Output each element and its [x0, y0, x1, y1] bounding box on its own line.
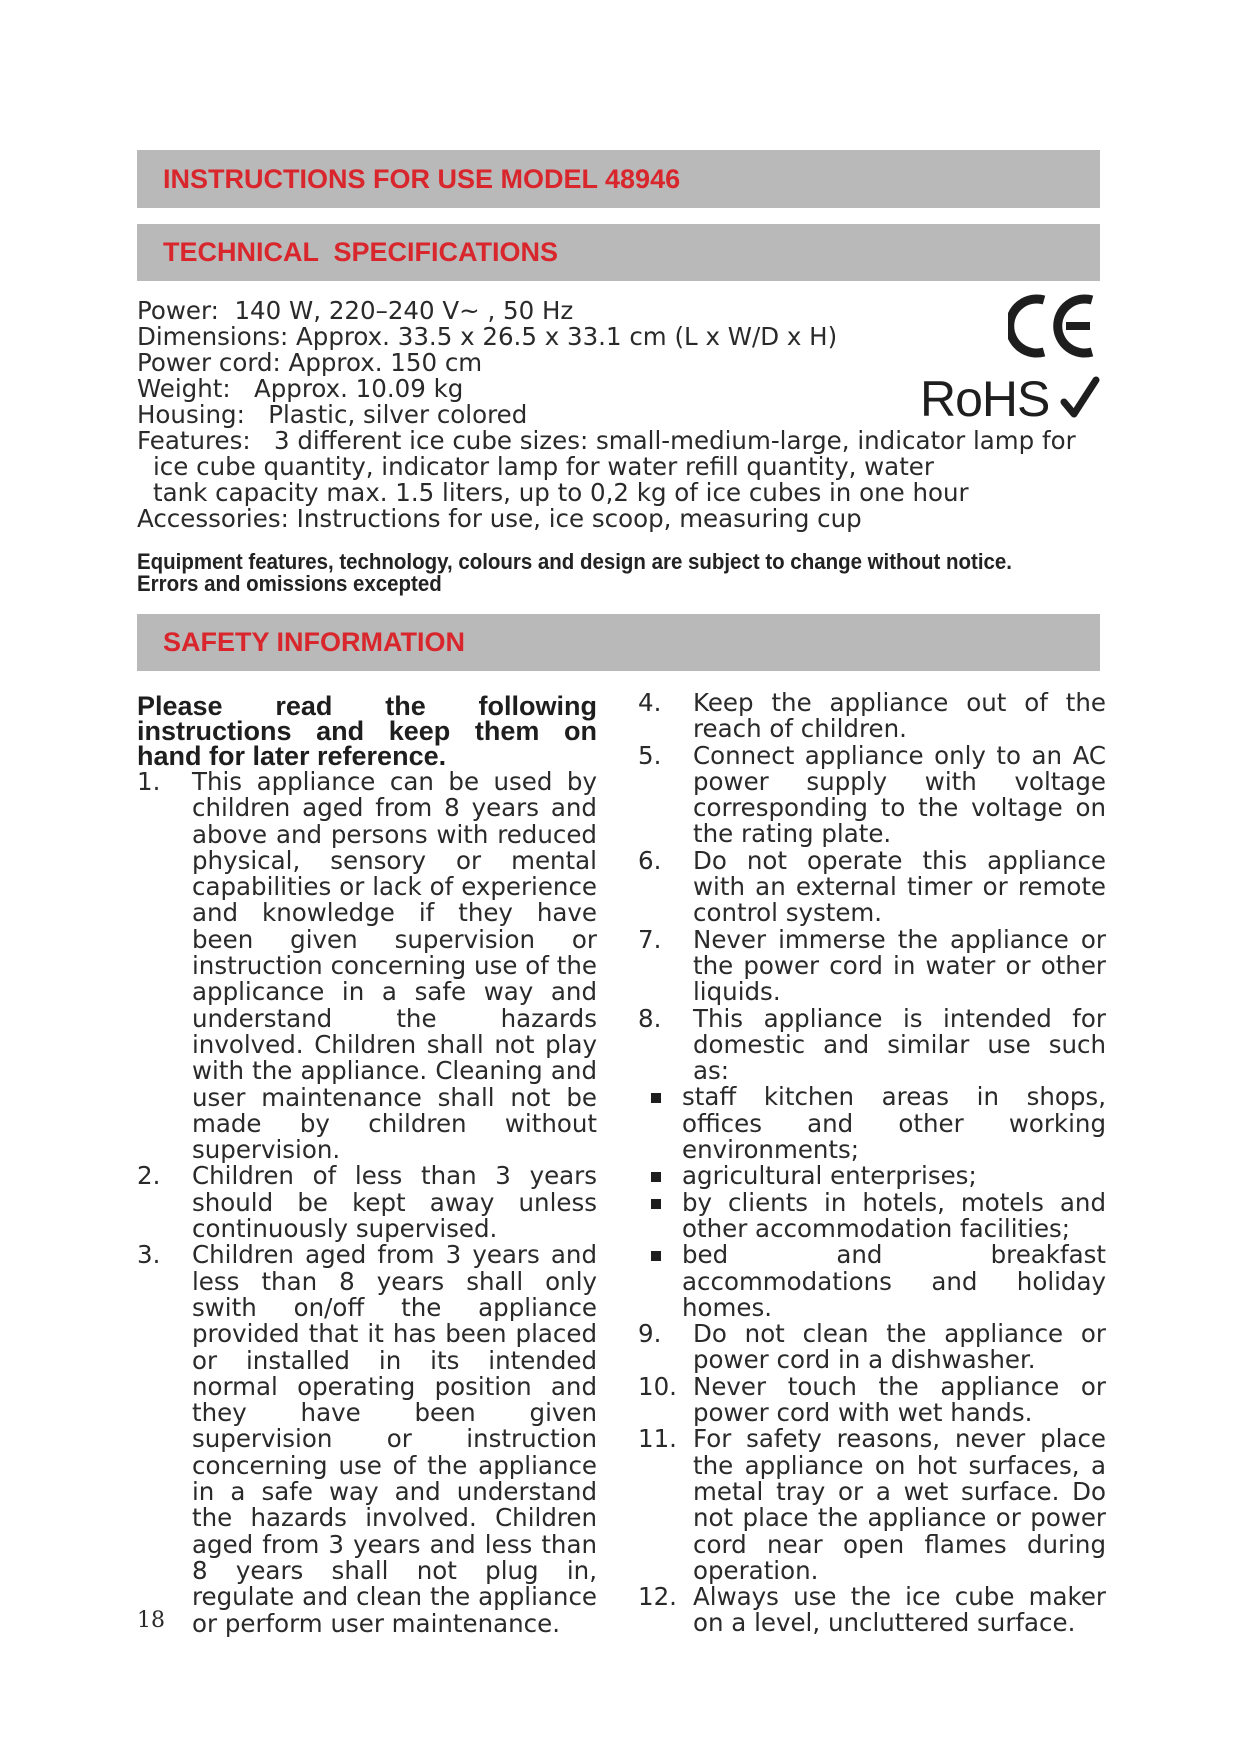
item-text: Children of less than 3 years should be kept away unless continuously supervised.	[192, 1161, 597, 1244]
item-number: 3.	[137, 1240, 161, 1270]
safety-item	[638, 690, 1106, 743]
safety-intro: Please read the following instructions and keep them on hand for later reference.	[137, 691, 597, 771]
use-text: bed and breakfast accommodations and holiday homes.	[682, 1240, 1106, 1322]
item-number: 8.	[638, 1003, 662, 1033]
use-text: staff kitchen areas in shops, offices and other working environments;	[682, 1082, 1106, 1165]
item-number: 4.	[638, 688, 662, 717]
use-list	[638, 1084, 1106, 1321]
safety-item	[638, 1003, 1106, 1086]
page-number: 18	[137, 1608, 165, 1633]
spec-housing: Housing: Plastic, silver colored	[137, 400, 528, 429]
tech-spec-heading-text: TECHNICAL SPECIFICATIONS	[163, 237, 559, 267]
spec-features-2: ice cube quantity, indicator lamp for water refill quantity, water	[153, 452, 934, 481]
spec-weight: Weight: Approx. 10.09 kg	[137, 374, 464, 403]
list-item	[638, 1163, 1106, 1189]
item-number: 2.	[137, 1161, 161, 1191]
item-text: Connect appliance only to an AC power supply with voltage corresponding to the voltage on the rating plate.	[693, 740, 1106, 849]
item-number: 6.	[638, 845, 662, 875]
item-text: Keep the appliance out of the reach of children.	[693, 688, 1106, 744]
rohs-mark	[920, 372, 1098, 426]
item-number: 11.	[638, 1424, 677, 1454]
safety-item	[137, 1242, 597, 1636]
ce-mark-icon	[1008, 292, 1098, 360]
item-number: 5.	[638, 740, 662, 770]
safety-item	[638, 1371, 1106, 1428]
spec-dimensions: Dimensions: Approx. 33.5 x 26.5 x 33.1 cm (L x W/D x H)	[137, 322, 838, 351]
square-bullet-icon	[651, 1093, 661, 1103]
spec-cord: Power cord: Approx. 150 cm	[137, 348, 483, 377]
notice-line-2: Errors and omissions excepted	[137, 571, 442, 596]
safety-item	[638, 845, 1106, 928]
item-text: Children aged from 3 years and less than 8 years shall only swith on/off the appliance provided that it has been placed or installed in its intended normal operating position and they have been given supervision or instruction concerning use of the appliance in a safe way and understand the hazards involved. Children aged from 3 years and less than 8 years shall not plug in, regulate and clean the appliance or perform user maintenance.	[192, 1240, 597, 1638]
item-text: Never immerse the appliance or the power cord in water or other liquids.	[693, 924, 1106, 1007]
list-item	[638, 1084, 1106, 1163]
title-text: INSTRUCTIONS FOR USE MODEL 48946	[163, 163, 681, 194]
safety-item	[137, 769, 597, 1163]
safety-item	[638, 1321, 1106, 1374]
spec-power: Power: 140 W, 220–240 V~ , 50 Hz	[137, 296, 574, 325]
item-text: Always use the ice cube maker on a level, uncluttered surface.	[693, 1582, 1106, 1638]
rohs-text: RoHS	[920, 371, 1050, 427]
spec-accessories: Accessories: Instructions for use, ice scoop, measuring cup	[137, 504, 862, 533]
safety-item	[638, 924, 1106, 1007]
safety-item	[638, 1426, 1106, 1584]
use-text: agricultural enterprises;	[682, 1161, 977, 1191]
safety-heading	[137, 614, 1100, 671]
item-text: For safety reasons, never place the appliance on hot surfaces, a metal tray or a wet surface. Do not place the appliance or power cord near open flames during operation.	[693, 1424, 1106, 1585]
item-number: 9.	[638, 1319, 662, 1349]
tech-spec-heading	[137, 224, 1100, 281]
safety-column-left	[137, 691, 597, 1638]
notice-line-1: Equipment features, technology, colours and design are subject to change without notice.	[137, 549, 1012, 574]
safety-item	[638, 740, 1106, 849]
item-number: 7.	[638, 924, 662, 954]
square-bullet-icon	[651, 1172, 661, 1182]
item-number: 12.	[638, 1582, 677, 1612]
change-notice	[137, 551, 1030, 595]
safety-column-right	[638, 690, 1106, 1637]
item-text: Never touch the appliance or power cord with wet hands.	[693, 1371, 1106, 1428]
checkmark-icon	[1060, 374, 1100, 422]
safety-heading-text: SAFETY INFORMATION	[163, 627, 465, 657]
item-text: This appliance can be used by children aged from 8 years and above and persons with reduced physical, sensory or mental capabilities or lack of experience and knowledge if they have been given supervision or instruction concerning use of the applicance in a safe way and understand the hazards involved. Children shall not play with the appliance. Cleaning and user maintenance shall not be made by children without supervision.	[192, 767, 597, 1165]
page-title	[137, 150, 1100, 208]
square-bullet-icon	[651, 1199, 661, 1209]
use-text: by clients in hotels, motels and other accommodation facilities;	[682, 1187, 1106, 1243]
item-number: 1.	[137, 767, 161, 796]
safety-item	[638, 1584, 1106, 1637]
list-item	[638, 1242, 1106, 1321]
item-text: Do not operate this appliance with an external timer or remote control system.	[693, 845, 1106, 928]
spec-features-1: Features: 3 different ice cube sizes: small-medium-large, indicator lamp for	[137, 426, 1076, 455]
safety-item	[137, 1163, 597, 1242]
square-bullet-icon	[651, 1251, 661, 1261]
item-number: 10.	[638, 1371, 677, 1401]
list-item	[638, 1187, 1106, 1243]
item-text: This appliance is intended for domestic and similar use such as:	[693, 1003, 1106, 1086]
item-text: Do not clean the appliance or power cord in a dishwasher.	[693, 1319, 1106, 1375]
spec-features-3: tank capacity max. 1.5 liters, up to 0,2 kg of ice cubes in one hour	[153, 478, 969, 507]
